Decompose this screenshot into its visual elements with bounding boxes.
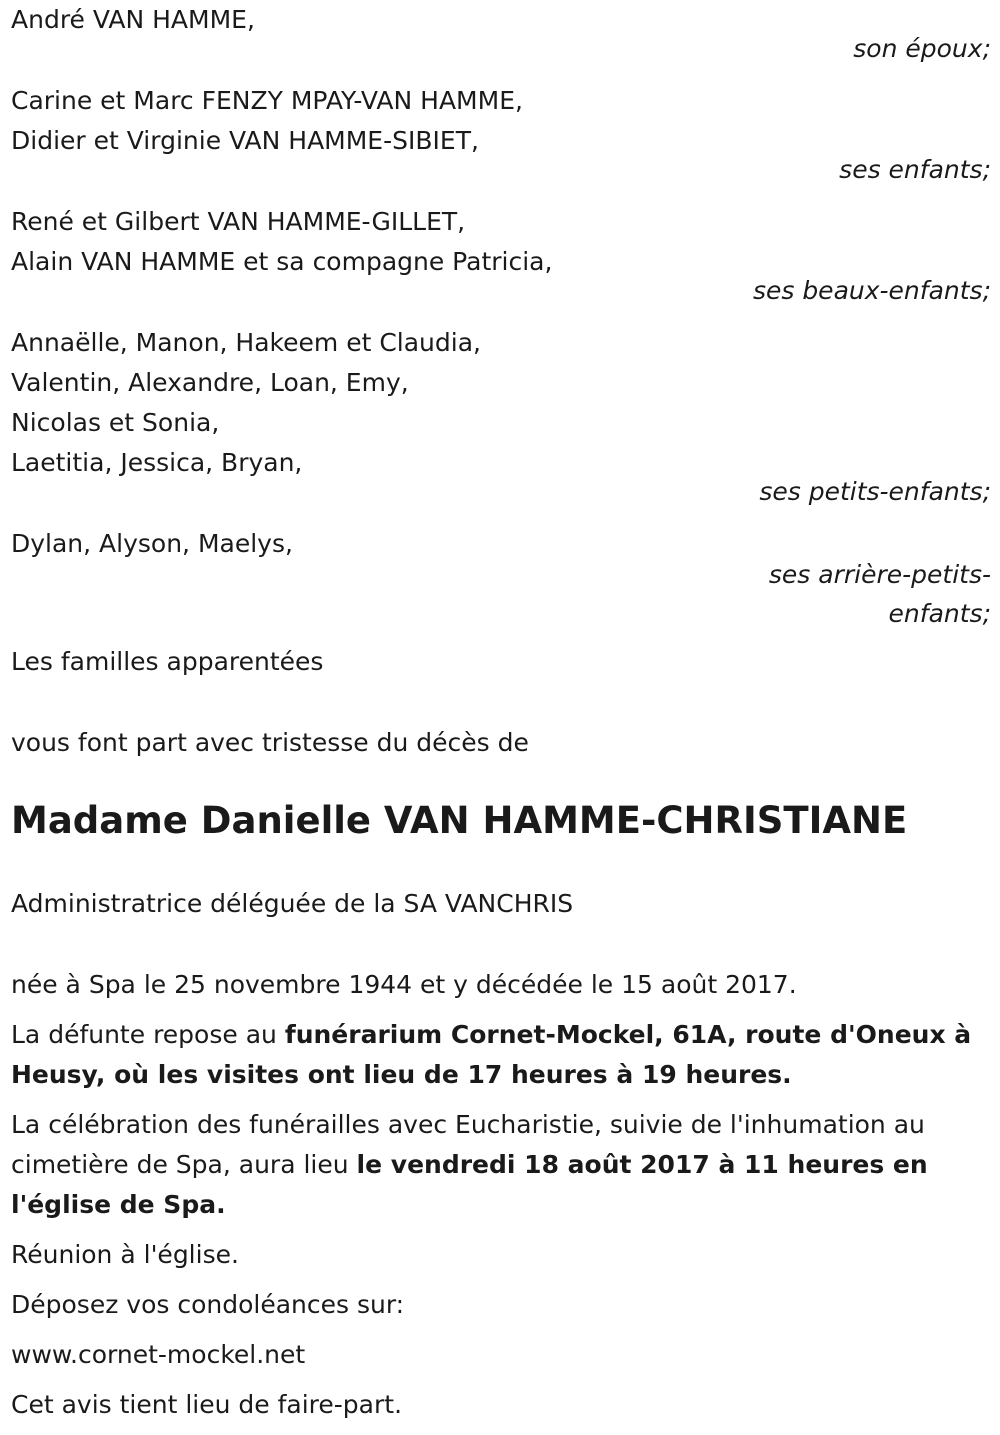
visitation-info bbox=[11, 1015, 991, 1095]
child-in-law-name: René et Gilbert VAN HAMME-GILLET, bbox=[11, 207, 466, 236]
children-in-law-relation: ses beaux-enfants; bbox=[752, 276, 991, 305]
website-link[interactable]: www.cornet-mockel.net bbox=[11, 1340, 306, 1369]
great-grandchildren-relation-line1: ses arrière-petits- bbox=[768, 560, 991, 589]
visitation-details: funérarium Cornet-Mockel, 61A, route d'Oneux à Heusy, où les visites ont lieu de 17 heures à 19 heures. bbox=[11, 1020, 972, 1089]
children-in-law-group bbox=[11, 202, 991, 309]
ceremony-info bbox=[11, 1105, 991, 1225]
ceremony-details: le vendredi 18 août 2017 à 11 heures en l'église de Spa. bbox=[11, 1150, 928, 1219]
meeting-info: Réunion à l'église. bbox=[11, 1240, 239, 1269]
grandchild-name: Nicolas et Sonia, bbox=[11, 408, 220, 437]
grandchild-name: Valentin, Alexandre, Loan, Emy, bbox=[11, 368, 409, 397]
children-relation: ses enfants; bbox=[839, 155, 991, 184]
visitation-prefix: La défunte repose au bbox=[11, 1020, 285, 1049]
condolences-label: Déposez vos condoléances sur: bbox=[11, 1290, 405, 1319]
grandchild-name: Annaëlle, Manon, Hakeem et Claudia, bbox=[11, 328, 481, 357]
spouse-name: André VAN HAMME, bbox=[11, 5, 255, 34]
spouse-relation: son époux; bbox=[853, 34, 991, 63]
announcement: vous font part avec tristesse du décès de bbox=[11, 728, 529, 757]
ceremony-prefix: La célébration des funérailles avec Eucharistie, suivie de l'inhumation au cimetière de Spa, aura lieu bbox=[11, 1110, 925, 1179]
spouse-group bbox=[11, 0, 991, 67]
children-group bbox=[11, 81, 991, 188]
child-in-law-name: Alain VAN HAMME et sa compagne Patricia, bbox=[11, 247, 553, 276]
great-grandchildren-group bbox=[11, 524, 991, 632]
child-name: Didier et Virginie VAN HAMME-SIBIET, bbox=[11, 126, 479, 155]
great-grandchildren-relation-line2: enfants; bbox=[888, 599, 991, 628]
grandchildren-relation: ses petits-enfants; bbox=[759, 477, 991, 506]
obituary-notice bbox=[11, 0, 991, 1435]
notice-text: Cet avis tient lieu de faire-part. bbox=[11, 1390, 403, 1419]
grandchildren-group bbox=[11, 323, 991, 510]
child-name: Carine et Marc FENZY MPAY-VAN HAMME, bbox=[11, 86, 523, 115]
related-families: Les familles apparentées bbox=[11, 647, 324, 676]
grandchild-name: Laetitia, Jessica, Bryan, bbox=[11, 448, 303, 477]
deceased-name: Madame Danielle VAN HAMME-CHRISTIANE bbox=[11, 799, 908, 842]
birth-death: née à Spa le 25 novembre 1944 et y décédée le 15 août 2017. bbox=[11, 970, 797, 999]
deceased-role: Administratrice déléguée de la SA VANCHRIS bbox=[11, 889, 574, 918]
great-grandchild-name: Dylan, Alyson, Maelys, bbox=[11, 529, 293, 558]
